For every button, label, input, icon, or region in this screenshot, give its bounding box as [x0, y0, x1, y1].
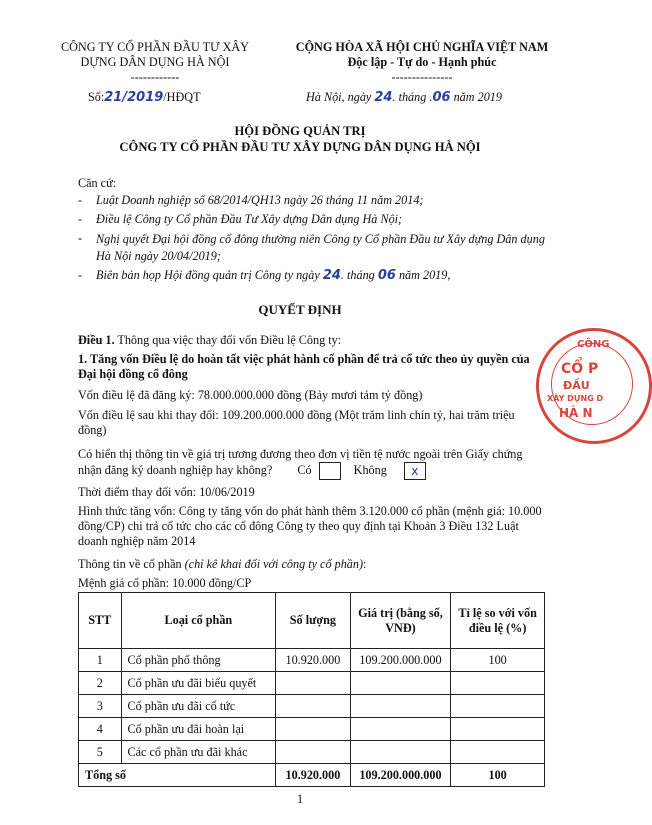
cell-value [350, 695, 451, 718]
cell-ratio [451, 672, 545, 695]
no-checkbox[interactable]: x [404, 462, 426, 480]
stamp-text: XÂY DỰNG D [547, 394, 604, 403]
cell-qty [276, 695, 351, 718]
company-stamp [536, 328, 652, 444]
cell-qty [276, 672, 351, 695]
company-name [40, 40, 270, 85]
page-number: 1 [296, 792, 304, 806]
cell-value [350, 672, 451, 695]
col-qty: Số lượng [276, 593, 351, 649]
article-1-text: Thông qua việc thay đổi vốn Điều lệ Công ty: [117, 333, 342, 347]
no-label: Không [353, 462, 387, 477]
yes-checkbox[interactable] [319, 462, 341, 480]
company-rule: ------------ [130, 70, 180, 84]
date-day: 24 [374, 90, 393, 105]
dash: - [78, 231, 83, 245]
total-qty: 10.920.000 [276, 764, 351, 787]
date-suffix: năm 2019 [453, 90, 502, 104]
stamp-text: ĐẦU [563, 379, 590, 392]
article-1 [78, 333, 548, 348]
total-value: 109.200.000.000 [350, 764, 451, 787]
increase-method: Hình thức tăng vốn: Công ty tăng vốn do phát hành thêm 3.120.000 cổ phần (mệnh giá: 10.000 đồng/CP) chi trả cổ tức cho các cổ đông Công ty theo quy định tại Khoản 3 Điều 132 Luật doanh nghiệp năm 2014 [78, 504, 542, 548]
section-1-heading: 1. Tăng vốn Điều lệ do hoàn tất việc phát hành cổ phần để trả cổ tức theo ủy quyền của Đại hội đồng cổ đông [78, 352, 530, 381]
document-number [88, 90, 201, 105]
stamp-text: CỔ P [561, 361, 599, 377]
stamp-text: HÀ N [559, 406, 593, 420]
date-mid: . tháng . [392, 90, 433, 104]
document-date [306, 90, 502, 105]
cell-stt: 3 [79, 695, 122, 718]
col-type: Loại cổ phần [121, 593, 276, 649]
dash: - [78, 212, 83, 226]
col-value: Giá trị (bằng số, VNĐ) [350, 593, 451, 649]
cell-stt: 1 [79, 649, 122, 672]
yes-label: Có [297, 462, 312, 477]
table-row [79, 718, 545, 741]
motto-rule: --------------- [391, 70, 453, 84]
cell-ratio [451, 695, 545, 718]
national-header [272, 40, 572, 85]
table-row [79, 649, 545, 672]
can-cu-month: 06 [377, 268, 396, 283]
cell-value: 109.200.000.000 [350, 649, 451, 672]
table-row [79, 695, 545, 718]
cell-qty [276, 718, 351, 741]
dash: - [78, 193, 83, 207]
can-cu-text-b: . tháng [340, 268, 375, 282]
foreign-question-text: Có hiển thị thông tin về giá trị tương đương theo đơn vị tiền tệ nước ngoài trên Giấy chứng nhận đăng ký doanh nghiệp hay không? [78, 447, 523, 477]
cell-qty: 10.920.000 [276, 649, 351, 672]
par-value: Mệnh giá cổ phần: 10.000 đồng/CP [78, 576, 252, 590]
motto: Độc lập - Tự do - Hạnh phúc [347, 55, 497, 69]
change-date: Thời điểm thay đổi vốn: 10/06/2019 [78, 485, 255, 499]
col-stt: STT [79, 593, 122, 649]
new-capital: Vốn điều lệ sau khi thay đổi: 109.200.000.000 đồng (Một trăm linh chín tỷ, hai trăm triệu đồng) [78, 408, 515, 437]
share-table [78, 592, 545, 787]
foreign-currency-question [78, 447, 538, 480]
share-info [78, 557, 548, 572]
table-header-row [79, 593, 545, 649]
can-cu-text: Luật Doanh nghiệp số 68/2014/QH13 ngày 26 tháng 11 năm 2014; [96, 193, 424, 207]
can-cu-text [96, 268, 548, 283]
company-name-line2: DỰNG DÂN DỤNG HÀ NỘI [80, 55, 230, 69]
decision-heading: QUYẾT ĐỊNH [258, 302, 342, 317]
can-cu-day: 24 [322, 268, 341, 283]
cell-qty [276, 741, 351, 764]
cell-value [350, 741, 451, 764]
article-1-label: Điều 1. [78, 333, 115, 347]
date-prefix: Hà Nội, ngày [306, 90, 372, 104]
cell-ratio [451, 718, 545, 741]
share-info-label: Thông tin về cổ phần [78, 557, 182, 571]
nation-title: CỘNG HÒA XÃ HỘI CHỦ NGHĨA VIỆT NAM [295, 40, 549, 54]
cell-ratio [451, 741, 545, 764]
can-cu-text-c: năm 2019, [398, 268, 451, 282]
company-name-line1: CÔNG TY CỔ PHẦN ĐẦU TƯ XÂY [61, 40, 249, 54]
total-label: Tổng số [79, 764, 276, 787]
cell-ratio: 100 [451, 649, 545, 672]
can-cu-text-a: Biên bản họp Hội đồng quản trị Công ty ngày [96, 268, 320, 282]
title-line2: CÔNG TY CỔ PHẦN ĐẦU TƯ XÂY DỰNG DÂN DỤNG HÀ NỘI [119, 140, 481, 154]
col-ratio: Tỉ lệ so với vốn điều lệ (%) [451, 593, 545, 649]
table-total-row [79, 764, 545, 787]
so-handwritten: 21/2019 [104, 90, 164, 105]
so-label: Số: [88, 90, 105, 104]
registered-capital: Vốn điều lệ đã đăng ký: 78.000.000.000 đồng (Bảy mươi tám tỷ đồng) [78, 388, 423, 402]
stamp-text: CÔNG [577, 339, 610, 350]
dash: - [78, 268, 83, 282]
cell-type: Các cổ phần ưu đãi khác [121, 741, 276, 764]
date-month: 06 [432, 90, 451, 105]
cell-type: Cổ phần ưu đãi biểu quyết [121, 672, 276, 695]
cell-type: Cổ phần ưu đãi hoàn lại [121, 718, 276, 741]
so-suffix: /HĐQT [163, 90, 201, 104]
share-info-colon: : [363, 557, 367, 571]
cell-stt: 4 [79, 718, 122, 741]
table-row [79, 672, 545, 695]
cell-type: Cổ phần ưu đãi cổ tức [121, 695, 276, 718]
cell-stt: 5 [79, 741, 122, 764]
total-ratio: 100 [451, 764, 545, 787]
cell-type: Cổ phần phổ thông [121, 649, 276, 672]
cell-value [350, 718, 451, 741]
table-row [79, 741, 545, 764]
share-info-note: (chỉ kê khai đối với công ty cổ phần) [184, 557, 364, 571]
can-cu-text: Điều lệ Công ty Cổ phần Đầu Tư Xây dựng Dân dụng Hà Nội; [96, 212, 403, 226]
title-line1: HỘI ĐỒNG QUẢN TRỊ [234, 124, 366, 138]
can-cu-text: Nghị quyết Đại hội đồng cổ đông thường niên Công ty Cổ phần Đầu tư Xây dựng Dân dụng Hà Nội ngày 20/04/2019; [96, 232, 545, 263]
cell-stt: 2 [79, 672, 122, 695]
can-cu-label: Căn cứ: [78, 176, 117, 190]
page-title [40, 123, 560, 155]
